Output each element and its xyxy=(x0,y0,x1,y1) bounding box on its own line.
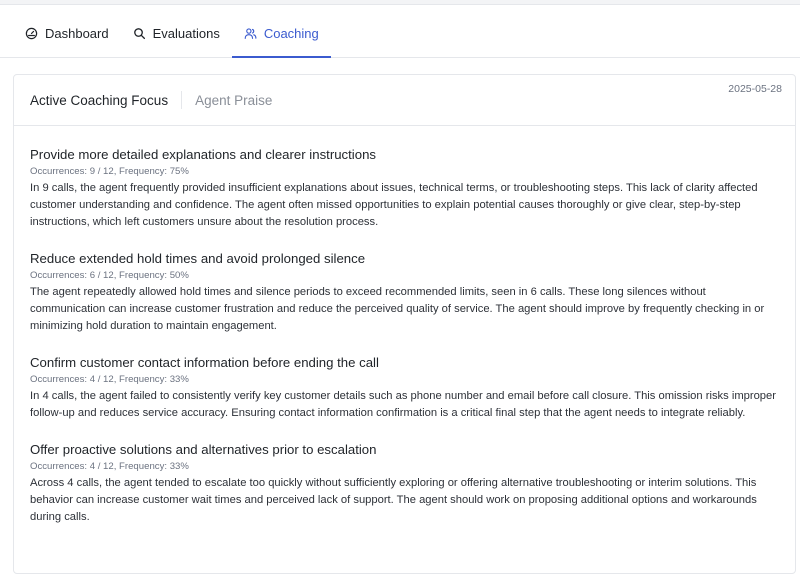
item-meta: Occurrences: 6 / 12, Frequency: 50% xyxy=(30,270,189,281)
item-description: Across 4 calls, the agent tended to escalate too quickly without sufficiently exploring or offering alternative troubleshooting or interim solutions. This behavior can increase customer wait times and perceived lack of support. The agent should work on proposing additional options and workarounds during calls. xyxy=(30,477,757,523)
search-icon xyxy=(133,27,146,40)
main-tabs xyxy=(0,5,800,58)
gauge-icon xyxy=(25,27,38,40)
item-meta: Occurrences: 4 / 12, Frequency: 33% xyxy=(30,461,189,472)
list-item xyxy=(30,146,779,231)
list-item xyxy=(30,250,779,335)
report-date: 2025-05-28 xyxy=(728,83,782,95)
tab-evaluations[interactable] xyxy=(121,20,232,58)
tab-label: Evaluations xyxy=(152,25,220,41)
tab-coaching[interactable] xyxy=(232,20,331,58)
item-title: Provide more detailed explanations and clearer instructions xyxy=(30,147,376,162)
item-description: In 9 calls, the agent frequently provided insufficient explanations about issues, technical terms, or troubleshooting steps. This lack of clarity affected customer understanding and confidence. The agent often missed opportunities to explain potential causes thoroughly or give clear, step-by-step instructions, which left customers unsure about the resolution process. xyxy=(30,182,758,228)
subtab-agent-praise[interactable]: Agent Praise xyxy=(195,92,273,108)
list-item xyxy=(30,441,779,526)
item-title: Offer proactive solutions and alternatives prior to escalation xyxy=(30,442,377,457)
subtab-active-coaching-focus[interactable]: Active Coaching Focus xyxy=(30,92,169,108)
item-meta: Occurrences: 4 / 12, Frequency: 33% xyxy=(30,374,189,385)
card-header xyxy=(14,75,795,126)
item-title: Confirm customer contact information before ending the call xyxy=(30,355,379,370)
item-description: In 4 calls, the agent failed to consistently verify key customer details such as phone number and email before call closure. This omission risks improper follow-up and reduces service accuracy. Ensuring contact information confirmation is a critical final step that the agent needs to integrate reliably. xyxy=(30,390,776,419)
coaching-card xyxy=(13,74,796,574)
item-description: The agent repeatedly allowed hold times and silence periods to exceed recommended limits, seen in 6 calls. These long silences without communication can increase customer frustration and reduce the perceived quality of service. The agent should improve by frequently checking in or minimizing hold duration to maintain engagement. xyxy=(30,286,765,332)
tab-dashboard[interactable] xyxy=(13,20,121,58)
item-meta: Occurrences: 9 / 12, Frequency: 75% xyxy=(30,166,189,177)
tab-label: Coaching xyxy=(263,25,319,41)
tab-label: Dashboard xyxy=(45,25,109,41)
subtab-divider xyxy=(181,91,182,109)
coaching-list xyxy=(14,126,795,526)
users-icon xyxy=(244,27,257,40)
item-title: Reduce extended hold times and avoid prolonged silence xyxy=(30,251,366,266)
list-item xyxy=(30,354,779,422)
